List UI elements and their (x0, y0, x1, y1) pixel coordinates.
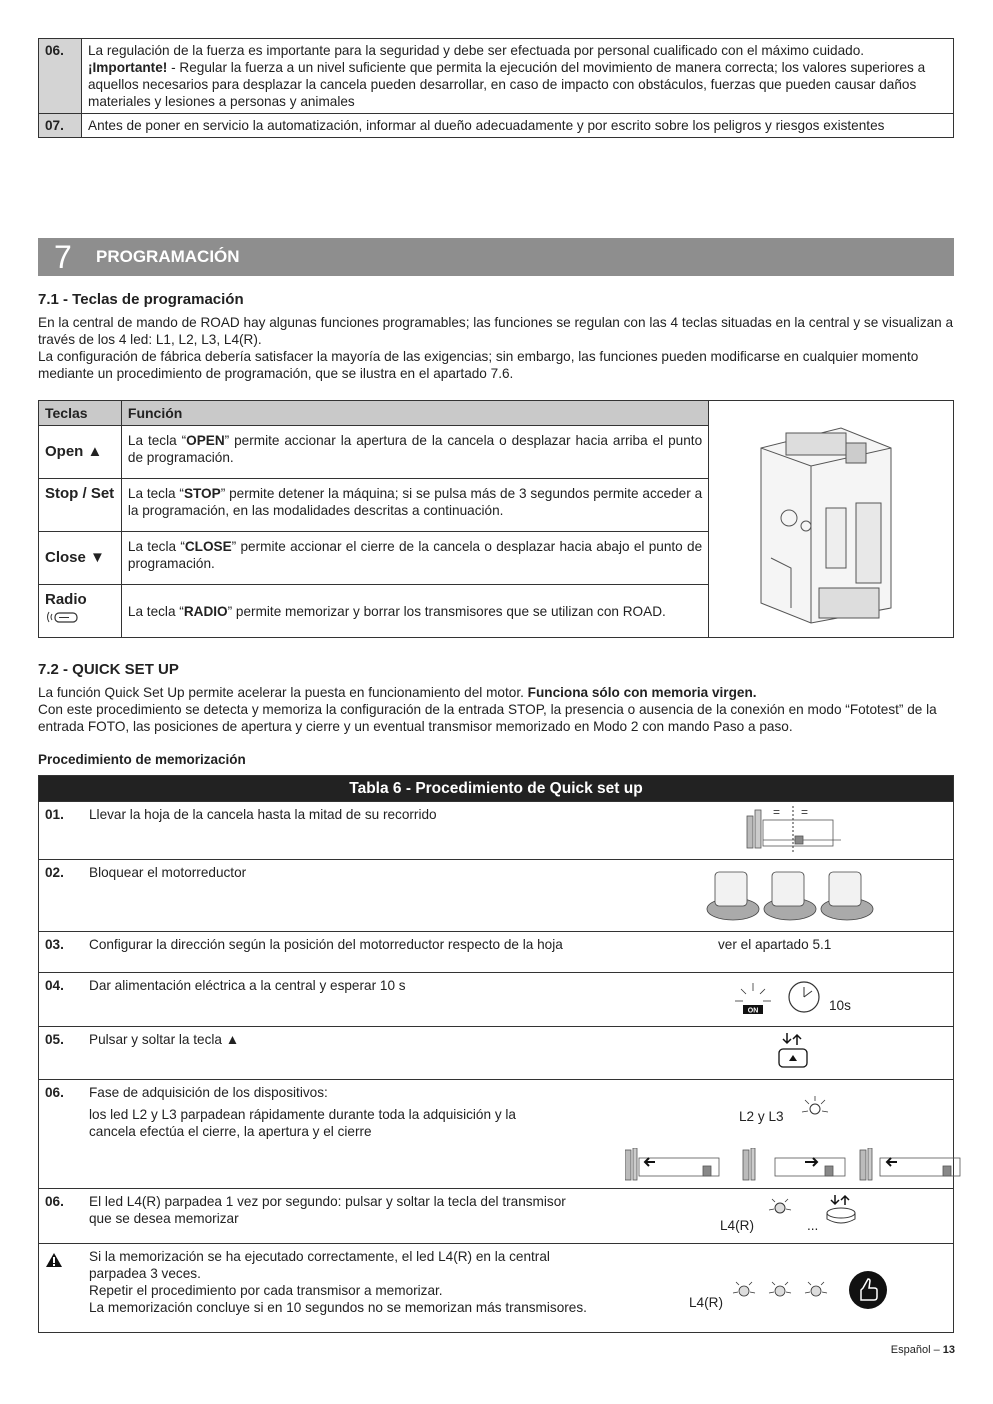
gate-half-open-icon (745, 806, 845, 852)
control-board-icon (731, 408, 931, 628)
table-header-row (39, 401, 954, 426)
step-number: 06. (39, 1080, 84, 1189)
subheading: Procedimiento de memorización (38, 752, 246, 767)
key-stop-set: Stop / Set (39, 479, 122, 532)
footer-language: Español – (890, 1344, 943, 1356)
page-footer (891, 1344, 955, 1356)
text-run: La regulación de la fuerza es importante para la seguridad y debe ser efectuada por personal cualificado con el máximo cuidado. (88, 43, 865, 58)
text-run: La tecla “ (127, 433, 187, 448)
text-run: La tecla “ (127, 603, 184, 619)
svg-text:=: = (801, 806, 809, 819)
step-visual (595, 860, 954, 932)
column-header: Función (121, 401, 708, 426)
key-description (121, 479, 708, 532)
step-visual (595, 1189, 954, 1244)
text-run: La tecla “ (127, 539, 185, 554)
row-number: 06. (39, 39, 82, 114)
table-row (39, 860, 954, 932)
press-release-up-key-icon (775, 1031, 811, 1071)
table-row (39, 1080, 954, 1189)
key-name: STOP (183, 486, 221, 501)
control-unit-illustration (709, 401, 954, 638)
step-text (83, 1189, 595, 1244)
clock-icon (786, 979, 822, 1015)
heading-7-2: 7.2 - QUICK SET UP (38, 661, 179, 678)
table-row (39, 802, 954, 860)
key-open: Open ▲ (39, 426, 122, 479)
led-label: L4(R) (720, 1218, 754, 1233)
reference-text: ver el apartado 5.1 (718, 937, 832, 952)
transmitter-button-icon (825, 1193, 859, 1225)
step-text-line: los led L2 y L3 parpadean rápidamente durante toda la adquisición y la cancela efectúa el cierre, la apertura y el cierre (89, 1107, 516, 1139)
keys-table (38, 400, 954, 638)
remote-control-icon (45, 609, 81, 625)
power-on-icon (733, 981, 773, 1015)
led-triple-blink-icon (730, 1274, 840, 1308)
key-name: CLOSE (184, 539, 232, 554)
text-run: ” permite accionar el cierre de la cancela o desplazar hacia abajo el punto de programación. (127, 539, 703, 571)
step-text-line: El led L4(R) parpadea 1 vez por segundo: pulsar y soltar la tecla del transmisor que se desea memorizar (89, 1194, 566, 1226)
key-label: Radio (45, 591, 87, 608)
page-number: 13 (942, 1344, 955, 1356)
wait-seconds: 10s (829, 998, 851, 1013)
step-text-line: Si la memorización se ha ejecutado correctamente, el led L4(R) en la central parpadea 3 veces. (89, 1249, 550, 1281)
step-text-line: La memorización concluye si en 10 segundos no se memorizan más transmisores. (89, 1300, 587, 1315)
text-run: ” permite detener la máquina; si se pulsa más de 3 segundos permite acceder a la programación, en las modalidades descritas a continuación. (127, 486, 703, 518)
text-run: ” permite memorizar y borrar los transmisores que se utilizan con ROAD. (227, 603, 666, 619)
table-title: Tabla 6 - Procedimiento de Quick set up (39, 776, 954, 802)
step-visual (595, 932, 954, 973)
thumbs-up-icon (848, 1270, 888, 1310)
step-text: Pulsar y soltar la tecla ▲ (83, 1027, 595, 1080)
table-row (39, 39, 954, 114)
key-name: OPEN (186, 433, 225, 448)
key-close: Close ▼ (39, 532, 122, 585)
step-text: Configurar la dirección según la posición del motorreductor respecto de la hoja (83, 932, 595, 973)
key-name: RADIO (183, 603, 228, 619)
step-visual (595, 973, 954, 1027)
column-header: Teclas (39, 401, 122, 426)
step-text-line: Repetir el procedimiento por cada transmisor a memorizar. (89, 1283, 443, 1298)
ellipsis: ... (807, 1218, 819, 1233)
step-number: 03. (39, 932, 84, 973)
led-label: L2 y L3 (739, 1109, 784, 1124)
section-title: PROGRAMACIÓN (96, 247, 240, 266)
key-description (121, 426, 708, 479)
text-run: ” permite accionar la apertura de la cancela o desplazar hacia arriba el punto de programación. (127, 433, 703, 465)
step-text (83, 1080, 595, 1189)
table-row (39, 1027, 954, 1080)
table-row (39, 114, 954, 138)
important-label: ¡Importante! (88, 60, 168, 75)
text-emphasis: Funciona sólo con memoria virgen. (527, 685, 757, 700)
quick-setup-table (38, 775, 954, 1333)
gate-movement-sequence-icon (625, 1148, 965, 1182)
led-blink-icon (767, 1195, 793, 1221)
step-text: Dar alimentación eléctrica a la central y esperar 10 s (83, 973, 595, 1027)
text-run: - Regular la fuerza a un nivel suficiente que permita la ejecución del movimiento de manera correcta; los valores superiores a aquellos necesarios para desplazar la cancela pueden desarrollar, en caso de impacto con obstáculos, fuerzas que pueden causar daños materiales y lesiones a personas y animales (88, 60, 926, 109)
paragraph: La configuración de fábrica debería satisfacer la mayoría de las exigencias; sin embargo, las funciones pueden modificarse en cualquier momento mediante un procedimiento de programación, que se ilustra en el apartado 7.6. (38, 349, 919, 381)
step-number: 01. (39, 802, 84, 860)
warning-icon (45, 1252, 63, 1268)
table-row (39, 973, 954, 1027)
section-number: 7 (54, 239, 72, 275)
motor-unlock-icon (705, 864, 875, 926)
paragraph: Con este procedimiento se detecta y memoriza la configuración de la entrada STOP, la presencia o ausencia de la conexión en modo “Fototest” de la entrada FOTO, las posiciones de apertura y cierre y un eventual transmisor memorizado en Modo 2 con mando Paso a paso. (38, 702, 937, 734)
warning-cell (39, 1244, 84, 1333)
section-header (38, 238, 954, 276)
paragraph (38, 684, 954, 701)
step-visual (595, 1244, 954, 1333)
step-number: 02. (39, 860, 84, 932)
row-number: 07. (39, 114, 82, 138)
safety-table (38, 38, 954, 138)
key-radio (39, 585, 122, 638)
step-visual (595, 1080, 954, 1189)
text-run: La tecla “ (127, 486, 184, 501)
step-text: Llevar la hoja de la cancela hasta la mitad de su recorrido (83, 802, 595, 860)
step-text-line: Fase de adquisición de los dispositivos: (89, 1085, 328, 1100)
key-description (121, 585, 708, 638)
svg-text:=: = (773, 806, 781, 819)
text-run: La función Quick Set Up permite acelerar la puesta en funcionamiento del motor. (38, 685, 528, 700)
heading-7-1: 7.1 - Teclas de programación (38, 291, 244, 308)
step-number: 04. (39, 973, 84, 1027)
on-label: ON (747, 1007, 759, 1015)
step-visual (595, 1027, 954, 1080)
row-text: Antes de poner en servicio la automatización, informar al dueño adecuadamente y por escrito sobre los peligros y riesgos existentes (82, 114, 954, 138)
step-visual (595, 802, 954, 860)
table-row (39, 1244, 954, 1333)
table-title-row (39, 776, 954, 802)
row-text (82, 39, 954, 114)
led-blink-icon (800, 1094, 830, 1124)
step-number: 05. (39, 1027, 84, 1080)
step-text (83, 1244, 595, 1333)
key-description (121, 532, 708, 585)
step-text: Bloquear el motorreductor (83, 860, 595, 932)
paragraph: En la central de mando de ROAD hay algunas funciones programables; las funciones se regulan con las 4 teclas situadas en la central y se visualizan a través de los 4 led: L1, L2, L3, L4(R). (38, 315, 954, 347)
step-number: 06. (39, 1189, 84, 1244)
table-row (39, 932, 954, 973)
table-row (39, 1189, 954, 1244)
led-label: L4(R) (689, 1295, 723, 1310)
